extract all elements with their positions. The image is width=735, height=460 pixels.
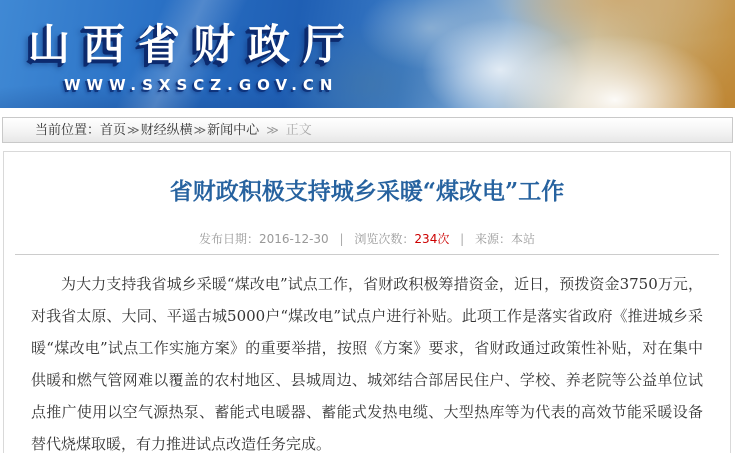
article-container [3,151,731,453]
breadcrumb-item-news-center[interactable]: 新闻中心 [207,123,260,138]
meta-divider: | [460,231,465,246]
breadcrumb-current-page: 正文 [285,123,312,138]
breadcrumb-label: 当前位置： [35,123,101,138]
breadcrumb-item-finance[interactable]: 财经纵横 [140,123,193,138]
views-label: 浏览次数： [354,231,415,246]
article-body-text: 为大力支持我省城乡采暖“煤改电”试点工作，省财政积极筹措资金，近日，预拨资金3750万元，对我省太原、大同、平遥古城5000户“煤改电”试点户进行补贴。此项工作是落实省政府《推进城乡采暖“煤改电”试点工作实施方案》的重要举措，按照《方案》要求，省财政通过政策性补贴，对在集中供暖和燃气管网难以覆盖的农村地区、县城周边、城郊结合部居民住户、学校、养老院等公益单位试点推广使用以空气源热泵、蓄能式电暖器、蓄能式发热电缆、大型热库等为代表的高效节能采暖设备替代烧煤取暖，有力推进试点改造任务完成。 [31,274,703,453]
site-url-text: WWW.SXSCZ.GOV.CN [64,76,339,94]
article-title: 省财政积极支持城乡采暖“煤改电”工作 [169,178,565,205]
breadcrumb-item-home[interactable]: 首页 [100,123,127,138]
site-banner [0,0,735,108]
meta-divider-line [15,254,719,255]
meta-divider: | [339,231,344,246]
site-title: 山西省财政厅 [28,20,359,69]
breadcrumb-separator-icon: ≫ [193,123,207,137]
publish-date-value: 2016-12-30 [258,231,329,246]
source-label: 来源： [475,231,512,246]
breadcrumb-separator-icon: ≫ [127,123,140,137]
publish-date-label: 发布日期： [198,231,259,246]
breadcrumb-separator-icon: ≫ [266,123,279,137]
views-count: 234次 [414,231,450,246]
source-value: 本站 [511,231,536,246]
breadcrumb [2,117,733,143]
article-meta [4,230,730,247]
